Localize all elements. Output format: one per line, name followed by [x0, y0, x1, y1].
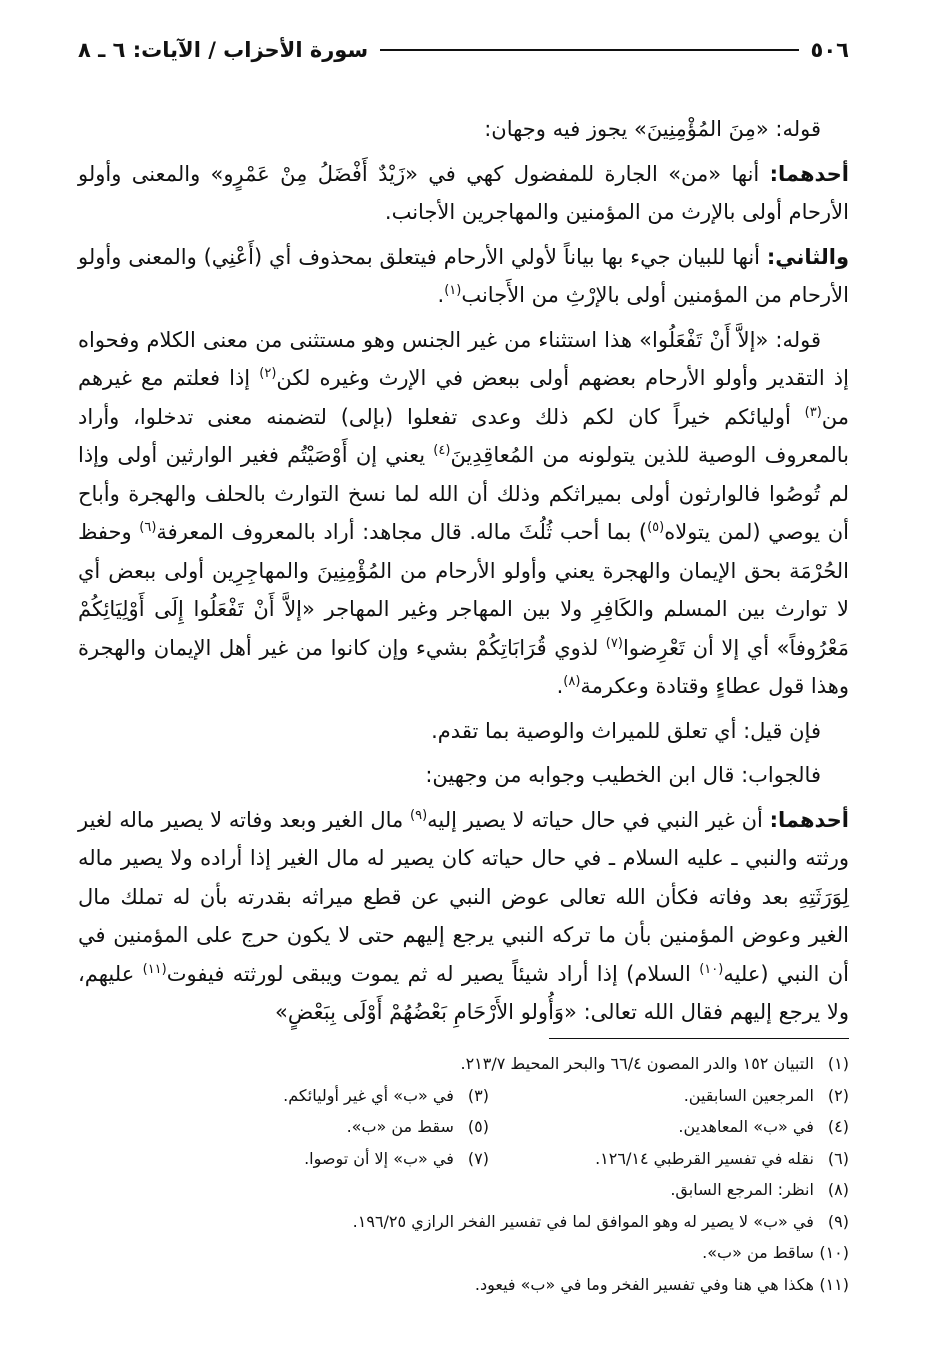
paragraph-4-part-f: وحفظ الحُرْمَة بحق الإيمان والهجرة يعني وأولو الأرحام من المُؤْمِنِينَ والمهاجِرِين أولى ببعض أي لا توارث بين المسلم والكَافِرِ ولا بين المهاجر وغير المهاجر «إلاَّ أَنْ تَفْعَلُوا إِلَى أَوْلِيَائِكُمْ مَعْرُوفاً» أي إلا أن تَعْرِضوا: [78, 520, 849, 660]
footnote-ref-2[interactable]: (٢): [259, 366, 277, 381]
footnote-11: (١١) هكذا هي هنا وفي تفسير الفخر وما في «ب» فيعود.: [474, 1274, 849, 1294]
header-rule: [380, 49, 798, 51]
footnote-row: [78, 1269, 849, 1301]
footnote-4: (٤) في «ب» المعاهدين.: [678, 1117, 849, 1136]
paragraph-7-part-c: السلام) إذا أراد شيئاً يصير له ثم يموت ويبقى لورثته فيفوت: [166, 961, 700, 986]
footnote-3: (٣) في «ب» أي غير أوليائكم.: [283, 1085, 489, 1105]
paragraph-7-part-d: عليهم، ولا يرجع إليهم فقال الله تعالى: «وَأُولو الأَرْحَامِ بَعْضُهُمْ أَوْلَى بِبَعْضٍ»: [78, 961, 849, 1024]
footnote-10: (١٠) ساقط من «ب».: [702, 1243, 849, 1262]
running-title: سورة الأحزاب / الآيات: ٦ ـ ٨: [78, 38, 369, 62]
paragraph-3-lead: والثاني:: [766, 244, 849, 269]
footnote-separator: [549, 1038, 849, 1039]
main-text: [78, 110, 849, 1032]
paragraph-4-part-d: يعني إن أَوْصَيْتُم فغير الوارثين أولى وإذا لم تُوصُوا فالوارثون أولى بميراثكم وذلك أن الله لما نسخ التوارث بالحلف والهجرة وأباح أن يوصي (لمن يتولاه: [78, 443, 849, 544]
paragraph-4-part-e: ) بما أحب ثُلُثَ ماله. قال مجاهد: أراد بالمعروف المعرفة: [156, 520, 648, 544]
footnote-ref-9[interactable]: (٩): [410, 807, 428, 823]
footnote-9: (٩) في «ب» لا يصير له وهو الموافق لما في تفسير الفخر الرازي ١٩٦/٢٥.: [352, 1211, 849, 1231]
paragraph-2-lead: أحدهما:: [769, 161, 849, 186]
paragraph-7-part-b: مال الغير وبعد وفاته لا يصير ماله لغير ورثته والنبي ـ عليه السلام ـ في حال حياته كان يصير له مال الغير إذا أراده ولا يصير ماله لِوَرَثَتِهِ بعد وفاته فكأن الله تعالى عوض النبي عن قطع ميراثه بقدرته بأن له تملك مال الغير وعوض المؤمنين بأن ما تركه النبي يرجع إليهم حتى لا يكون حرج على المؤمنين في أن النبي (عليه: [78, 807, 849, 986]
footnote-row: [78, 1048, 849, 1080]
footnote-1: (١) التبيان ١٥٢ والدر المصون ٦٦/٤ والبحر المحيط ٢١٣/٧.: [460, 1054, 849, 1073]
paragraph-1: قوله: «مِنَ المُؤْمِنِينَ» يجوز فيه وجهان:: [484, 117, 821, 141]
paragraph-7-part-a: أن غير النبي في حال حياته لا يصير إليه: [427, 807, 770, 832]
page-number: ٥٠٦: [810, 38, 849, 62]
footnote-6: (٦) نقله في تفسير القرطبي ١٢٦/١٤.: [595, 1148, 849, 1168]
paragraph-3: [78, 238, 849, 315]
footnote-7: (٧) في «ب» إلا أن توصوا.: [304, 1148, 489, 1168]
footnote-8: (٨) انظر: المرجع السابق.: [670, 1180, 849, 1199]
footnotes: [78, 1048, 849, 1300]
paragraph-3-end: .: [437, 283, 445, 307]
paragraph-3-text: أنها للبيان جيء بها بياناً لأولي الأرحام فيتعلق بمحذوف أي (أَعْنِي) والمعنى وأولو الأرحام من المؤمنين أولى بالإرْثِ من الأَجانب: [78, 244, 849, 307]
footnote-ref-11[interactable]: (١١): [142, 961, 167, 977]
footnote-row: [78, 1174, 849, 1206]
footnote-row: [78, 1206, 849, 1238]
footnote-ref-10[interactable]: (١٠): [699, 961, 724, 977]
paragraph-4-part-b: إذا فعلتم مع غيرهم من: [78, 366, 849, 429]
footnote-ref-8[interactable]: (٨): [563, 674, 581, 689]
footnote-ref-3[interactable]: (٣): [804, 404, 822, 420]
footnote-ref-1[interactable]: (١): [444, 283, 462, 298]
footnote-ref-5[interactable]: (٥): [647, 520, 665, 535]
footnote-row: [78, 1143, 849, 1175]
paragraph-4: [78, 321, 849, 706]
paragraph-4-part-c: أوليائكم خيراً كان لكم ذلك وعدى تفعلوا (بإلى) لتضمنه معنى تدخلوا، وأراد بالمعروف الوصية للذين يتولونه من المُعاقِدِينَ: [78, 404, 849, 467]
paragraph-2: [78, 155, 849, 232]
paragraph-7: [78, 801, 849, 1032]
footnote-2: (٢) المرجعين السابقين.: [683, 1085, 849, 1105]
paragraph-4-part-h: .: [556, 674, 564, 698]
footnote-row: [78, 1111, 849, 1143]
paragraph-4-part-a: قوله: «إلاَّ أَنْ تَفْعَلُوا» هذا استثناء من غير الجنس وهو مستثنى من معنى الكلام وفحواه إذ التقدير وأولو الأرحام بعضهم أولى ببعض في الإرث وغيره لكن: [78, 327, 849, 390]
paragraph-6: فالجواب: قال ابن الخطيب وجوابه من وجهين:: [425, 763, 821, 787]
running-head: [78, 36, 849, 64]
paragraph-4-part-g: لذوي قُرَابَاتِكُمْ بشيء وإن كانوا من غير أهل الإيمان والهجرة وهذا قول عطاءٍ وقتادة وعكرمة: [78, 635, 849, 698]
footnote-ref-7[interactable]: (٧): [605, 635, 623, 651]
footnote-ref-4[interactable]: (٤): [433, 443, 451, 458]
paragraph-2-text: أنها «من» الجارة للمفضول كهي في «زَيْدٌ أَفْضَلُ مِنْ عَمْرٍو» والمعنى وأولو الأرحام أولى بالإرث من المؤمنين والمهاجرين الأجانب.: [78, 161, 849, 224]
paragraph-5: فإن قيل: أي تعلق للميراث والوصية بما تقدم.: [431, 718, 821, 743]
paragraph-7-lead: أحدهما:: [769, 807, 849, 832]
footnote-5: (٥) سقط من «ب».: [346, 1117, 489, 1136]
footnote-row: [78, 1237, 849, 1269]
footnote-ref-6[interactable]: (٦): [139, 520, 157, 535]
footnote-row: [78, 1080, 849, 1112]
